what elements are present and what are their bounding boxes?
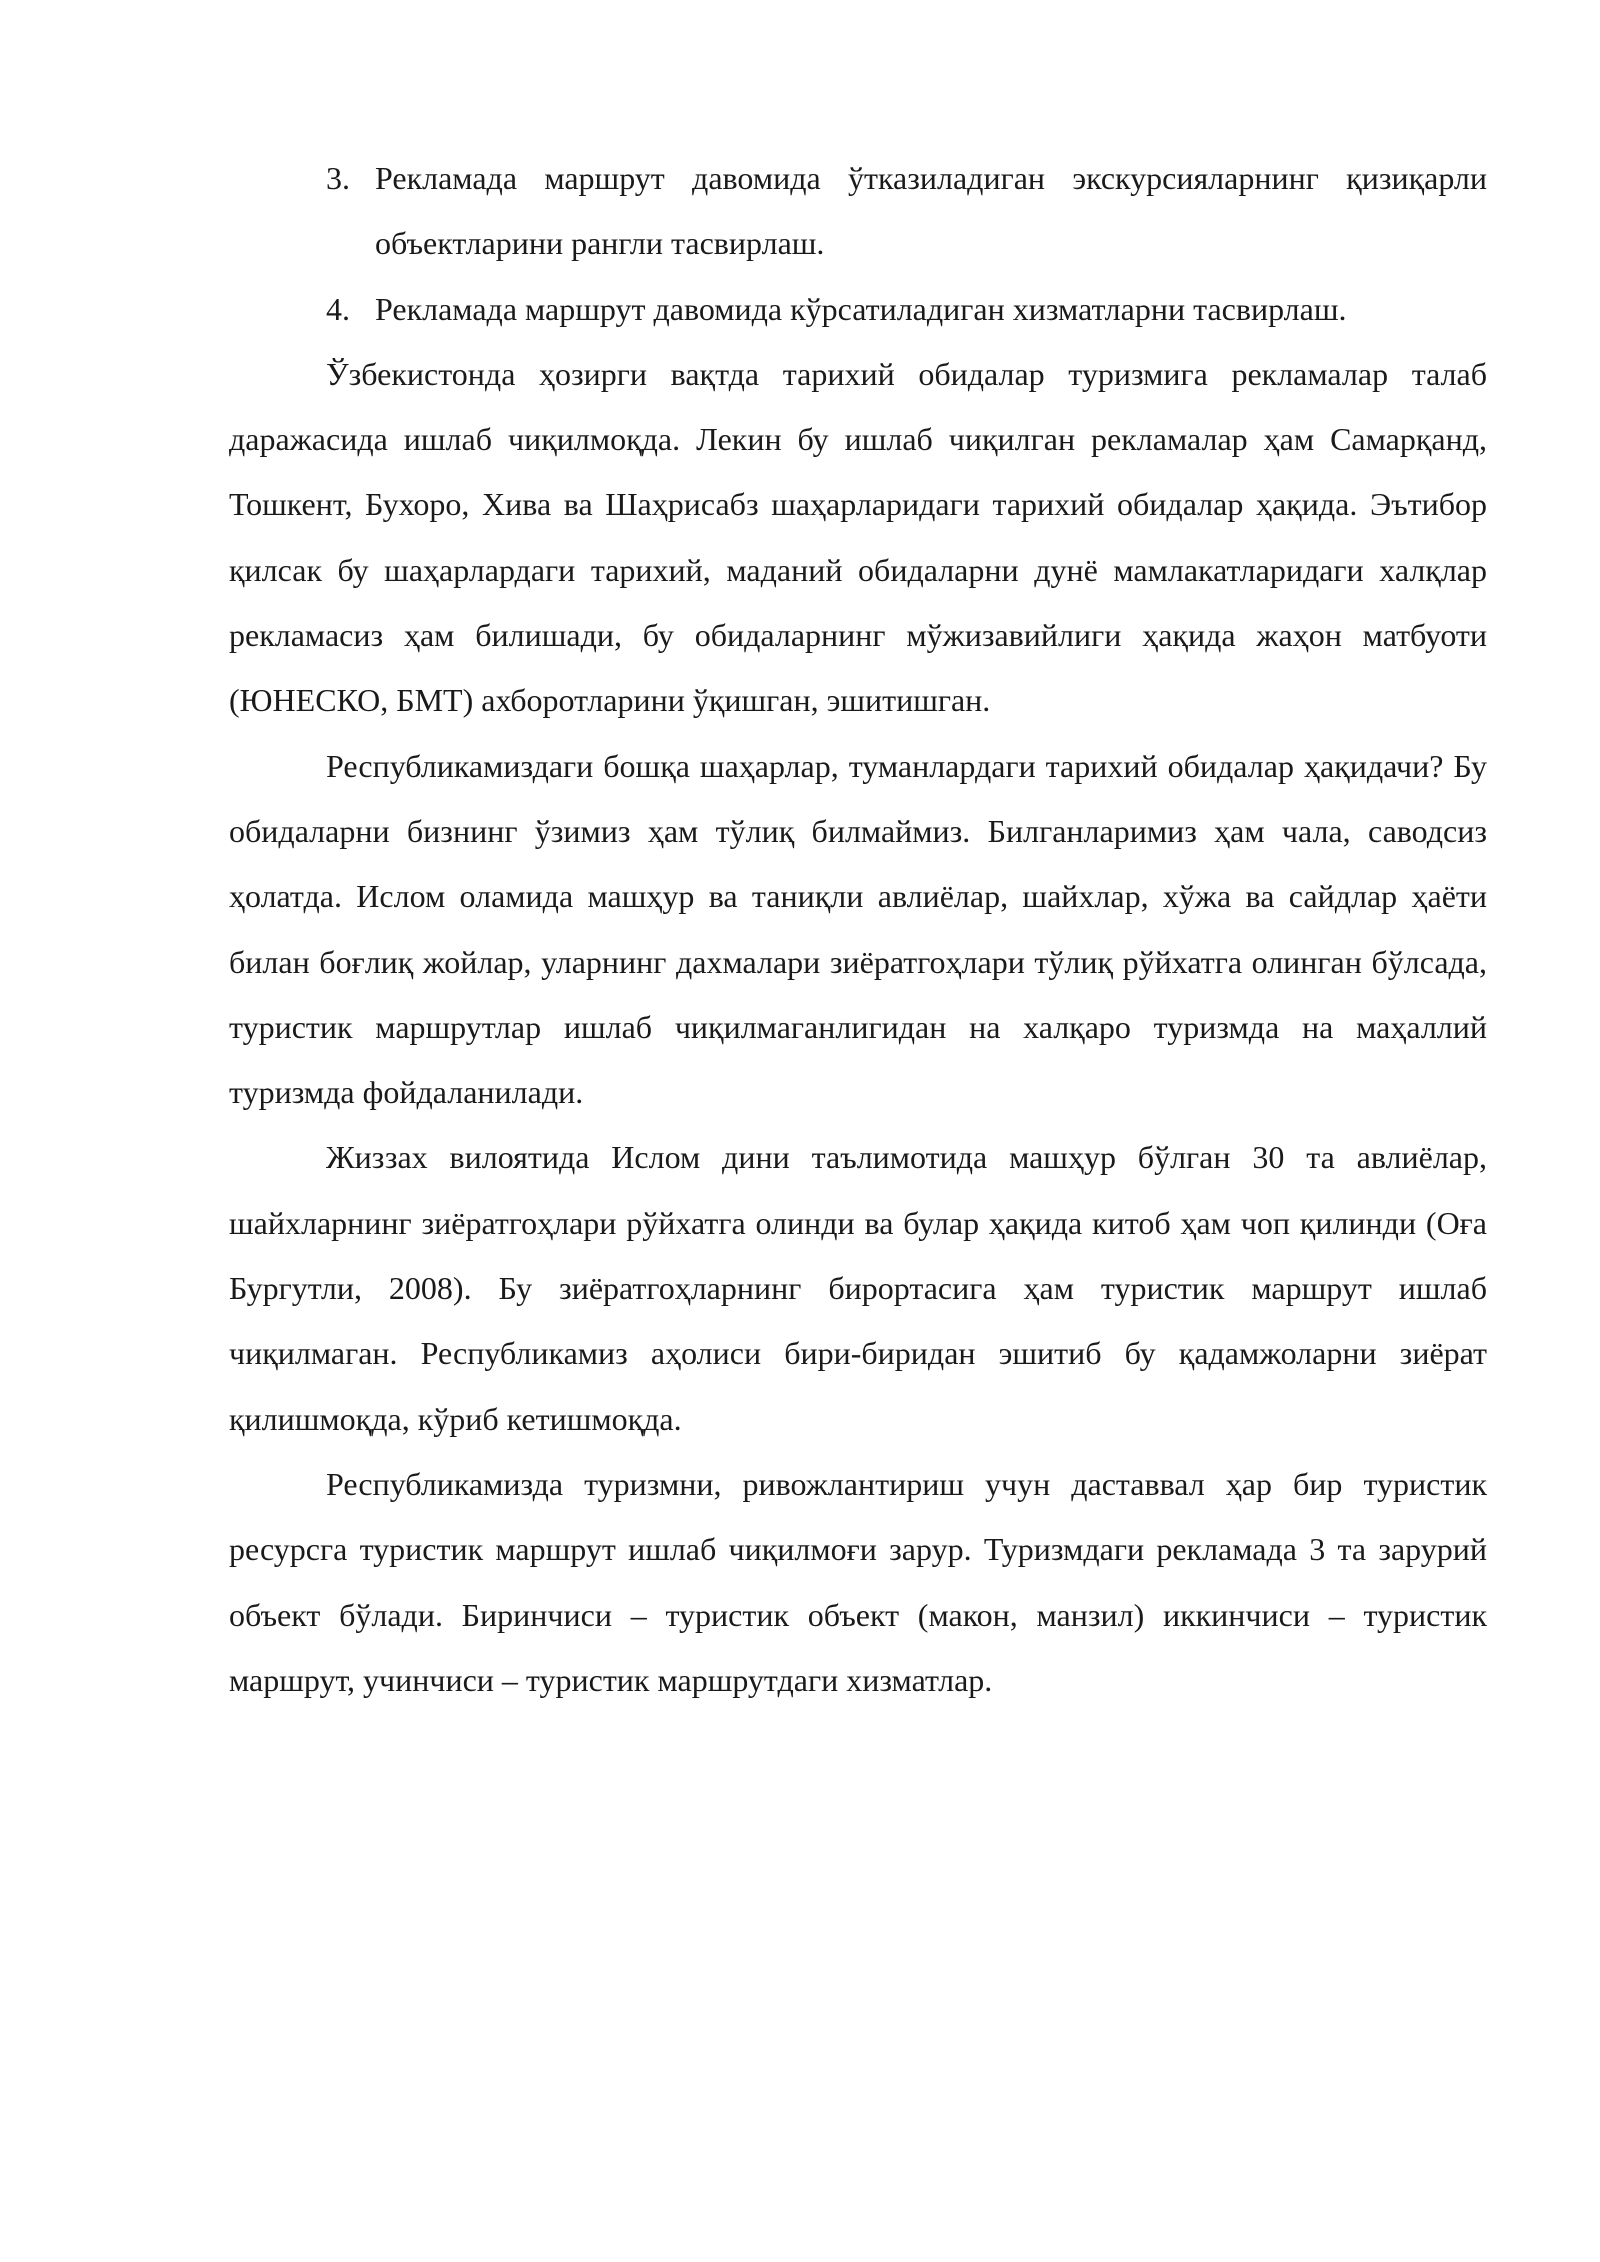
body-paragraph: Жиззах вилоятида Ислом дини таълимотида машҳур бўлган 30 та авлиёлар, шайхларнинг зиёратгоҳлари рўйхатга олинди ва булар ҳақида китоб ҳам чоп қилинди (Оға Бургутли, 2008). Бу зиёратгоҳларнинг бирортасига ҳам туристик маршрут ишлаб чиқилмаган. Республикамиз аҳолиси бири-биридан эшитиб бу қадамжоларни зиёрат қилишмоқда, кўриб кетишмоқда. [229,1139,1487,1437]
list-item [229,146,1487,277]
list-item [229,277,1487,342]
body-paragraph: Республикамизда туризмни, ривожлантириш учун даставвал ҳар бир туристик ресурсга туристик маршрут ишлаб чиқилмоғи зарур. Туризмдаги рекламада 3 та зарурий объект бўлади. Биринчиси – туристик объект (макон, манзил) иккинчиси – туристик маршрут, учинчиси – туристик маршрутдаги хизматлар. [229,1465,1487,1698]
body-paragraph: Республикамиздаги бошқа шаҳарлар, туманлардаги тарихий обидалар ҳақидачи? Бу обидаларни бизнинг ўзимиз ҳам тўлиқ билмаймиз. Билганларимиз ҳам чала, саводсиз ҳолатда. Ислом оламида машҳур ва таниқли авлиёлар, шайхлар, хўжа ва сайдлар ҳаёти билан боғлиқ жойлар, уларнинг дахмалари зиёратгоҳлари тўлиқ рўйхатга олинган бўлсада, туристик маршрутлар ишлаб чиқилмаганлигидан на халқаро туризмда на маҳаллий туризмда фойдаланилади. [229,747,1487,1111]
document-page [229,146,1487,1713]
list-item-text: Рекламада маршрут давомида ўтказиладиган экскурсияларнинг қизиқарли объектларини рангли тасвирлаш. [375,160,1487,262]
list-item-text: Рекламада маршрут давомида кўрсатиладиган хизматларни тасвирлаш. [375,290,1347,327]
list-item-number: 3. [326,160,350,196]
list-item-number: 4. [326,290,350,327]
body-paragraph: Ўзбекистонда ҳозирги вақтда тарихий обидалар туризмига рекламалар талаб даражасида ишлаб чиқилмоқда. Лекин бу ишлаб чиқилган рекламалар ҳам Самарқанд, Тошкент, Бухоро, Хива ва Шаҳрисабз шаҳарларидаги тарихий обидалар ҳақида. Эътибор қилсак бу шаҳарлардаги тарихий, маданий обидаларни дунё мамлакатларидаги халқлар рекламасиз ҳам билишади, бу обидаларнинг мўжизавийлиги ҳақида жаҳон матбуоти (ЮНЕСКО, БМТ) ахборотларини ўқишган, эшитишган. [229,355,1487,719]
